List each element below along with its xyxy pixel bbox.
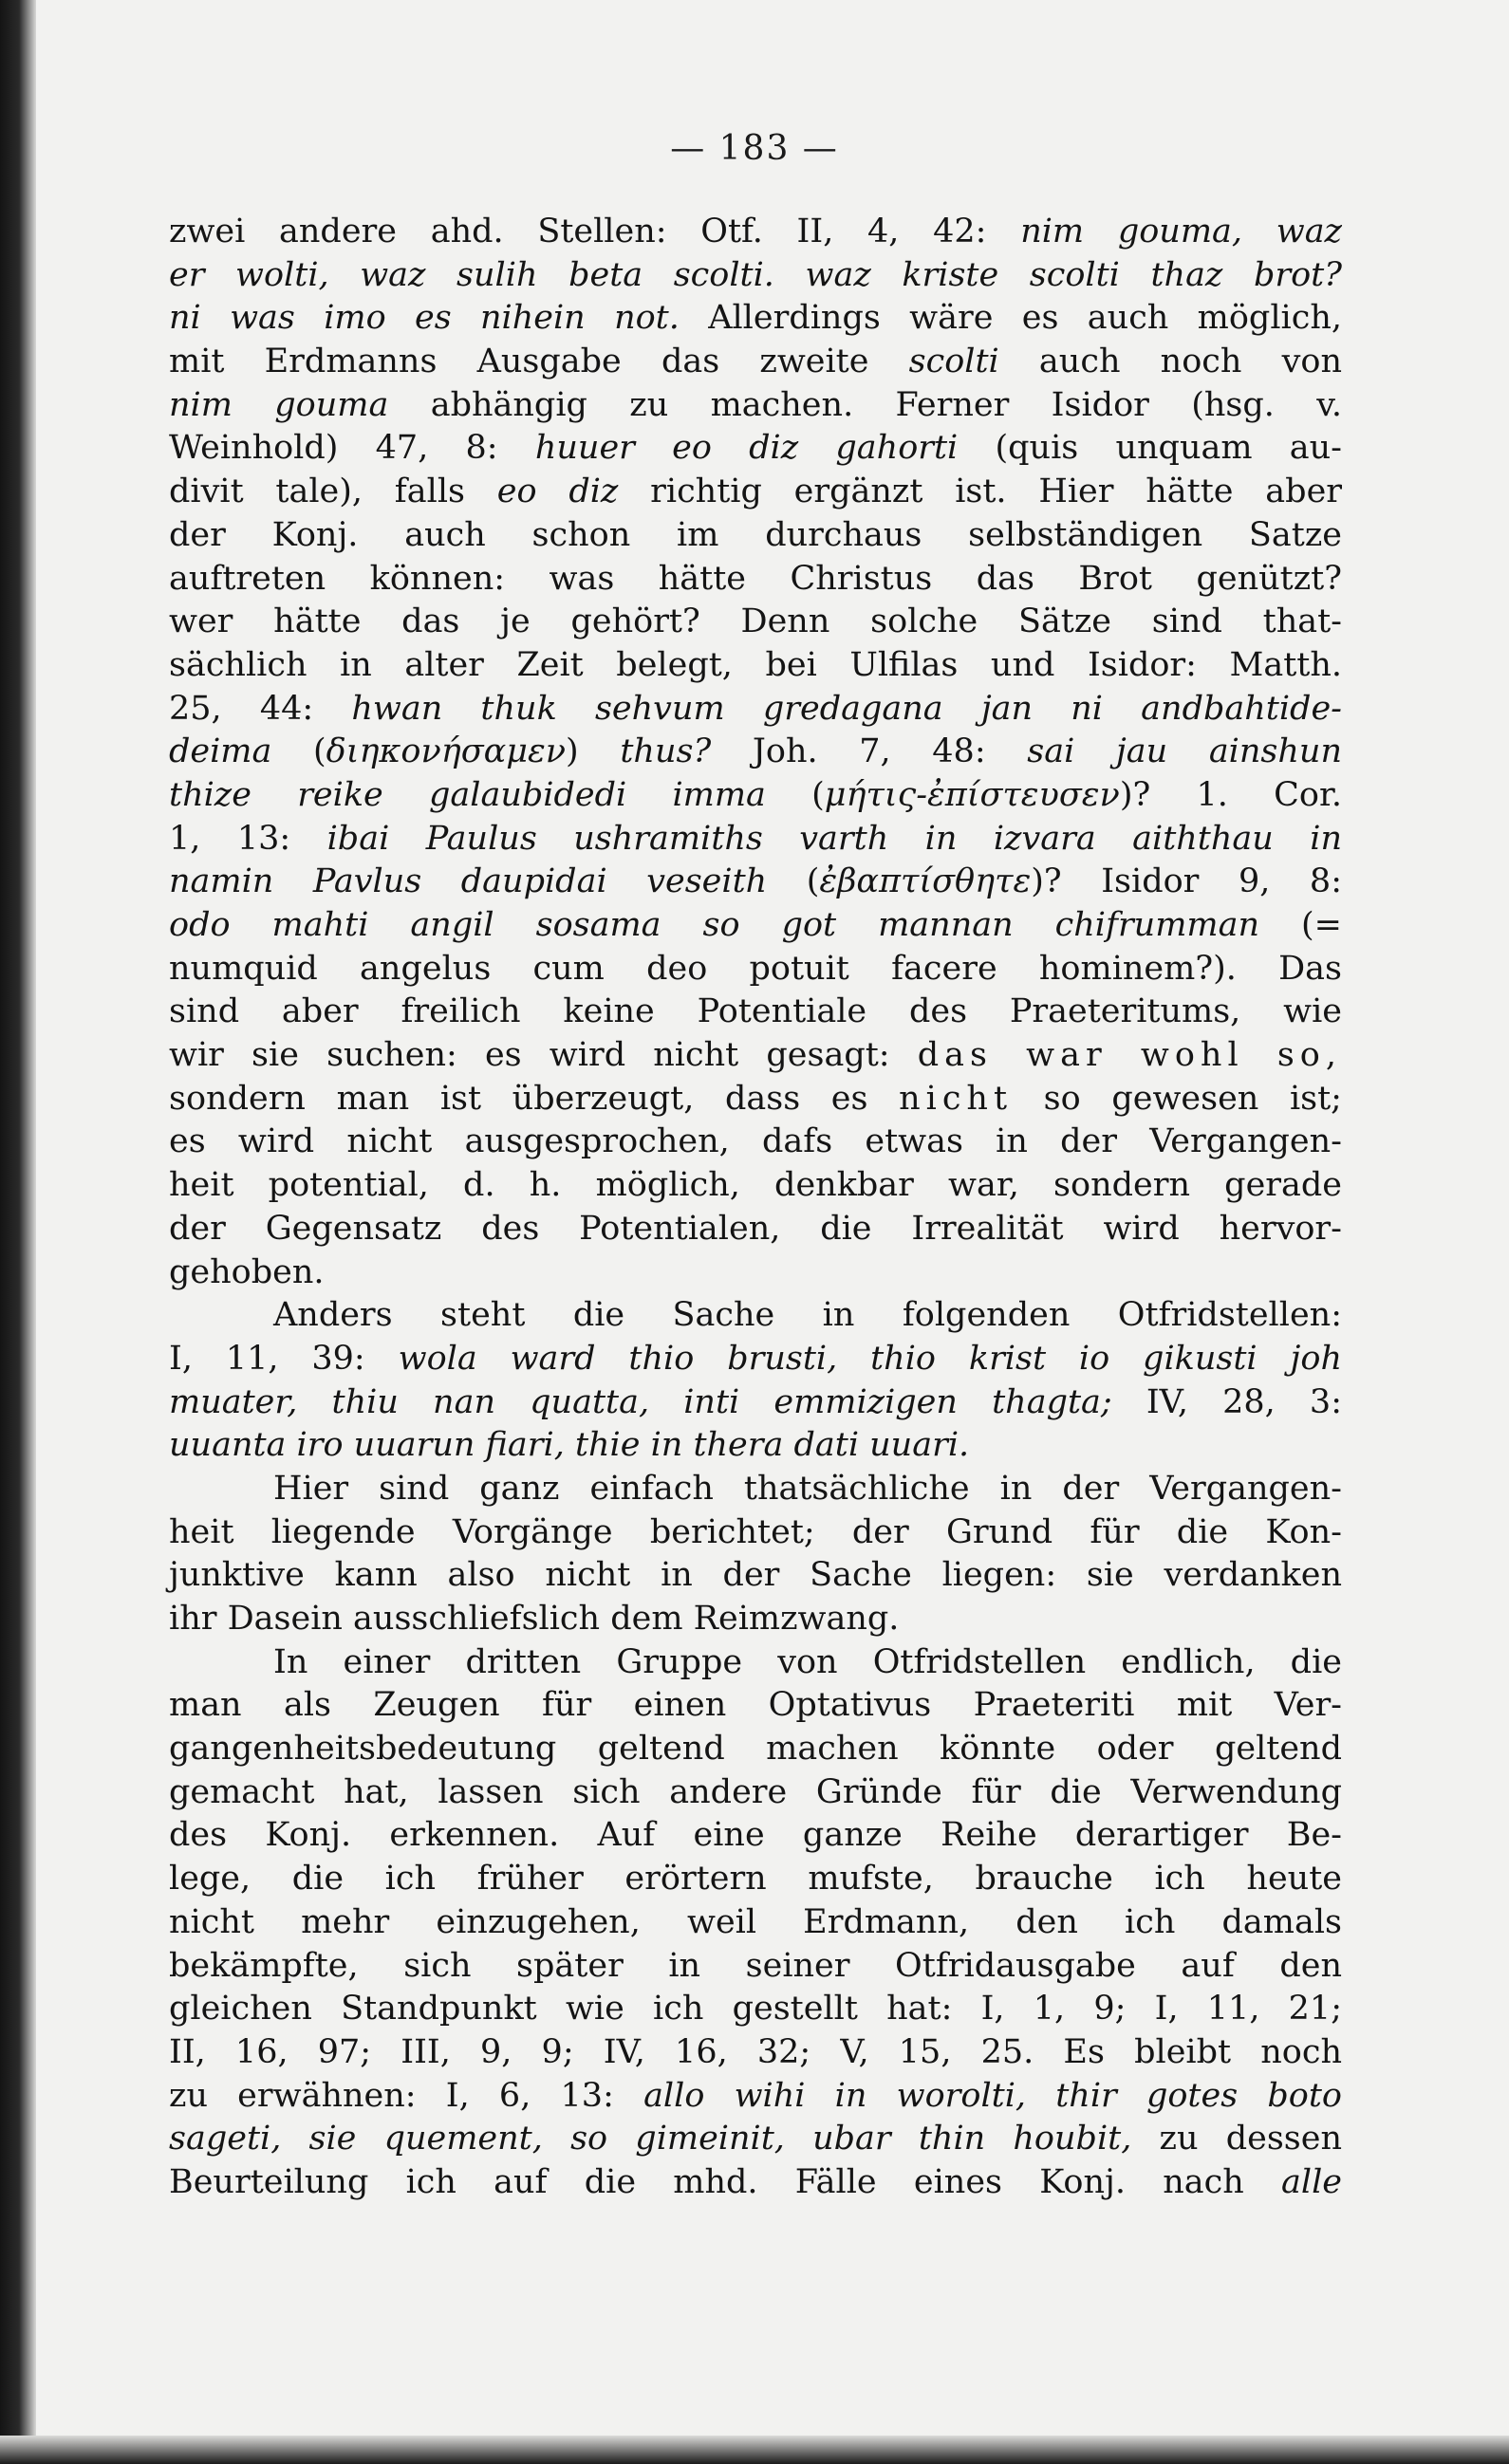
text-line (169, 861, 1342, 904)
text-run: ( (271, 732, 326, 771)
text-run: zu erwähnen: I, 6, 13: (169, 2076, 644, 2115)
text-run: IV, 28, 3: (1111, 1382, 1342, 1421)
text-line (169, 601, 1342, 644)
text-line (169, 1381, 1342, 1425)
text-run: abhängig zu machen. Ferner Isidor (hsg. v. (388, 385, 1343, 424)
text-line (169, 948, 1342, 991)
text-line (169, 644, 1342, 688)
text-line (169, 1641, 1342, 1685)
text-line (169, 1164, 1342, 1208)
text-run: Weinhold) 47, 8: (169, 429, 535, 468)
text-run: sondern man ist überzeugt, dass es (169, 1079, 900, 1118)
text-line (169, 254, 1342, 298)
text-run: I, 11, 39: (169, 1339, 399, 1378)
text-run: ( (767, 862, 820, 901)
spaced-emphasis-run: nicht (899, 1079, 1014, 1118)
text-line (169, 2075, 1342, 2119)
italic-run: deima (169, 732, 272, 771)
text-line (169, 1598, 1342, 1641)
text-run: numquid angelus cum deo potuit facere hominem?). Das (169, 949, 1342, 988)
text-run: )? Isidor 9, 8: (1031, 862, 1342, 901)
page-number: — 183 — (670, 129, 839, 168)
text-line (169, 774, 1342, 818)
text-run: (quis unquam au- (958, 429, 1342, 468)
text-line (169, 1901, 1342, 1945)
text-line (169, 818, 1342, 861)
italic-run: odo mahti angil sosama so got mannan chifrumman (169, 906, 1260, 944)
text-run: auch noch von (998, 343, 1343, 381)
text-line (169, 341, 1342, 384)
text-line (169, 1121, 1342, 1164)
text-line (169, 1554, 1342, 1598)
italic-run: ἐβαπτίσθητε (819, 862, 1032, 901)
text-run: Joh. 7, 48: (711, 732, 1028, 771)
text-line (169, 1771, 1342, 1815)
text-run: ( (765, 775, 825, 814)
text-line (169, 211, 1342, 254)
text-line (169, 427, 1342, 471)
italic-run: nim gouma (169, 385, 389, 424)
text-line (169, 1338, 1342, 1381)
text-line (169, 1858, 1342, 1901)
italic-run: ibai Paulus ushramiths varth in izvara aiththau in (326, 819, 1342, 858)
text-run: 1, 13: (169, 819, 327, 858)
text-run: gehoben. (169, 1252, 325, 1291)
text-line (169, 2161, 1342, 2205)
text-run: wer hätte das je gehört? Denn solche Sätze sind that- (169, 602, 1342, 641)
body-text (169, 211, 1342, 2205)
text-run: heit potential, d. h. möglich, denkbar war, sondern gerade (169, 1166, 1342, 1205)
text-line (169, 1988, 1342, 2031)
italic-run: allo wihi in worolti, thir gotes boto (643, 2076, 1342, 2115)
text-run: sind aber freilich keine Potentiale des Praeteritums, wie (169, 992, 1342, 1031)
text-line (169, 904, 1342, 948)
text-line (169, 991, 1342, 1034)
italic-run: alle (1281, 2162, 1342, 2201)
text-run: junktive kann also nicht in der Sache liegen: sie verdanken (169, 1556, 1342, 1595)
italic-run: huuer eo diz gahorti (534, 429, 959, 468)
text-run: wir sie suchen: es wird nicht gesagt: (169, 1036, 918, 1075)
text-line (169, 2031, 1342, 2075)
italic-run: eo diz (496, 472, 619, 511)
text-line (169, 1078, 1342, 1121)
text-run: so gewesen ist; (1013, 1079, 1342, 1118)
text-run: bekämpfte, sich später in seiner Otfridausgabe auf den (169, 1946, 1342, 1985)
text-run: mit Erdmanns Ausgabe das zweite (169, 343, 909, 381)
italic-run: thize reike galaubidedi imma (169, 775, 766, 814)
text-run: zu dessen (1131, 2120, 1342, 2158)
text-line (169, 384, 1342, 428)
text-run: Hier sind ganz einfach thatsächliche in der Vergangen- (273, 1469, 1342, 1508)
italic-run: scolti (908, 343, 999, 381)
italic-run: μήτις-ἐπίστευσεν (824, 775, 1120, 814)
text-line (169, 1945, 1342, 1989)
text-run: ihr Dasein ausschliefslich dem Reimzwang. (169, 1600, 900, 1638)
text-line (169, 1424, 1342, 1468)
text-run: II, 16, 97; III, 9, 9; IV, 16, 32; V, 15, 25. Es bleibt noch (169, 2032, 1342, 2071)
text-run: zwei andere ahd. Stellen: Otf. II, 4, 42: (169, 213, 1021, 250)
text-run: man als Zeugen für einen Optativus Praeteriti mit Ver- (169, 1686, 1342, 1725)
italic-run: wola ward thio brusti, thio krist io gikusti joh (398, 1339, 1342, 1378)
italic-run: hwan thuk sehvum gredagana jan ni andbahtide- (351, 689, 1342, 728)
italic-run: διηκονήσαμεν (326, 732, 567, 771)
italic-run: muater, thiu nan quatta, inti emmizigen thagta; (169, 1382, 1112, 1421)
text-run: gleichen Standpunkt wie ich gestellt hat: I, 1, 9; I, 11, 21; (169, 1990, 1342, 2029)
text-line (169, 2118, 1342, 2161)
text-run: der Konj. auch schon im durchaus selbständigen Satze (169, 515, 1342, 554)
text-run: In einer dritten Gruppe von Otfridstellen endlich, die (273, 1642, 1342, 1681)
italic-run: thus? (620, 732, 712, 771)
italic-run: ni was imo es nihein not. (169, 299, 680, 338)
italic-run: sai jau ainshun (1027, 732, 1343, 771)
text-run: divit tale), falls (169, 472, 497, 511)
text-line (169, 1468, 1342, 1511)
text-line (169, 297, 1342, 341)
text-run: heit liegende Vorgänge berichtet; der Grund für die Kon- (169, 1512, 1342, 1551)
text-run: ) (566, 732, 621, 771)
text-run: (= (1259, 906, 1342, 944)
text-line (169, 1814, 1342, 1858)
text-run: )? 1. Cor. (1119, 775, 1342, 814)
italic-run: er wolti, waz sulih beta scolti. waz kriste scolti thaz brot? (169, 255, 1342, 294)
text-run: lege, die ich früher erörtern mufste, brauche ich heute (169, 1860, 1342, 1899)
italic-run: sageti, sie quement, so gimeinit, ubar thin houbit, (169, 2120, 1132, 2158)
text-run: nicht mehr einzugehen, weil Erdmann, den ich damals (169, 1902, 1342, 1941)
text-line (169, 471, 1342, 514)
italic-run: uuanta iro uuarun fiari, thie in thera dati uuari. (169, 1426, 970, 1465)
text-run: der Gegensatz des Potentialen, die Irrealität wird hervor- (169, 1209, 1342, 1248)
text-line (169, 1251, 1342, 1295)
text-line (169, 558, 1342, 602)
text-run: richtig ergänzt ist. Hier hätte aber (618, 472, 1343, 511)
text-run: sächlich in alter Zeit belegt, bei Ulfilas und Isidor: Matth. (169, 645, 1342, 684)
text-run: 25, 44: (169, 689, 352, 728)
text-run: Anders steht die Sache in folgenden Otfridstellen: (273, 1296, 1342, 1335)
text-run: des Konj. erkennen. Auf eine ganze Reihe derartiger Be- (169, 1816, 1342, 1855)
text-line (169, 1684, 1342, 1728)
text-line (169, 1511, 1342, 1555)
italic-run: nim gouma, waz (1020, 213, 1342, 250)
text-run: Allerdings wäre es auch möglich, (679, 299, 1342, 338)
text-line (169, 1034, 1342, 1078)
text-line (169, 731, 1342, 774)
text-line (169, 514, 1342, 558)
text-line (169, 1208, 1342, 1251)
text-run: gangenheitsbedeutung geltend machen könnte oder geltend (169, 1730, 1342, 1769)
text-run: Beurteilung ich auf die mhd. Fälle eines Konj. nach (169, 2162, 1282, 2201)
text-line (169, 1294, 1342, 1338)
italic-run: namin Pavlus daupidai veseith (169, 862, 768, 901)
text-run: gemacht hat, lassen sich andere Gründe für die Verwendung (169, 1772, 1342, 1811)
text-run: auftreten können: was hätte Christus das Brot genützt? (169, 559, 1342, 598)
spaced-emphasis-run: das war wohl so, (917, 1036, 1342, 1075)
text-run: es wird nicht ausgesprochen, dafs etwas in der Vergangen- (169, 1122, 1342, 1161)
text-line (169, 688, 1342, 732)
text-line (169, 1728, 1342, 1771)
